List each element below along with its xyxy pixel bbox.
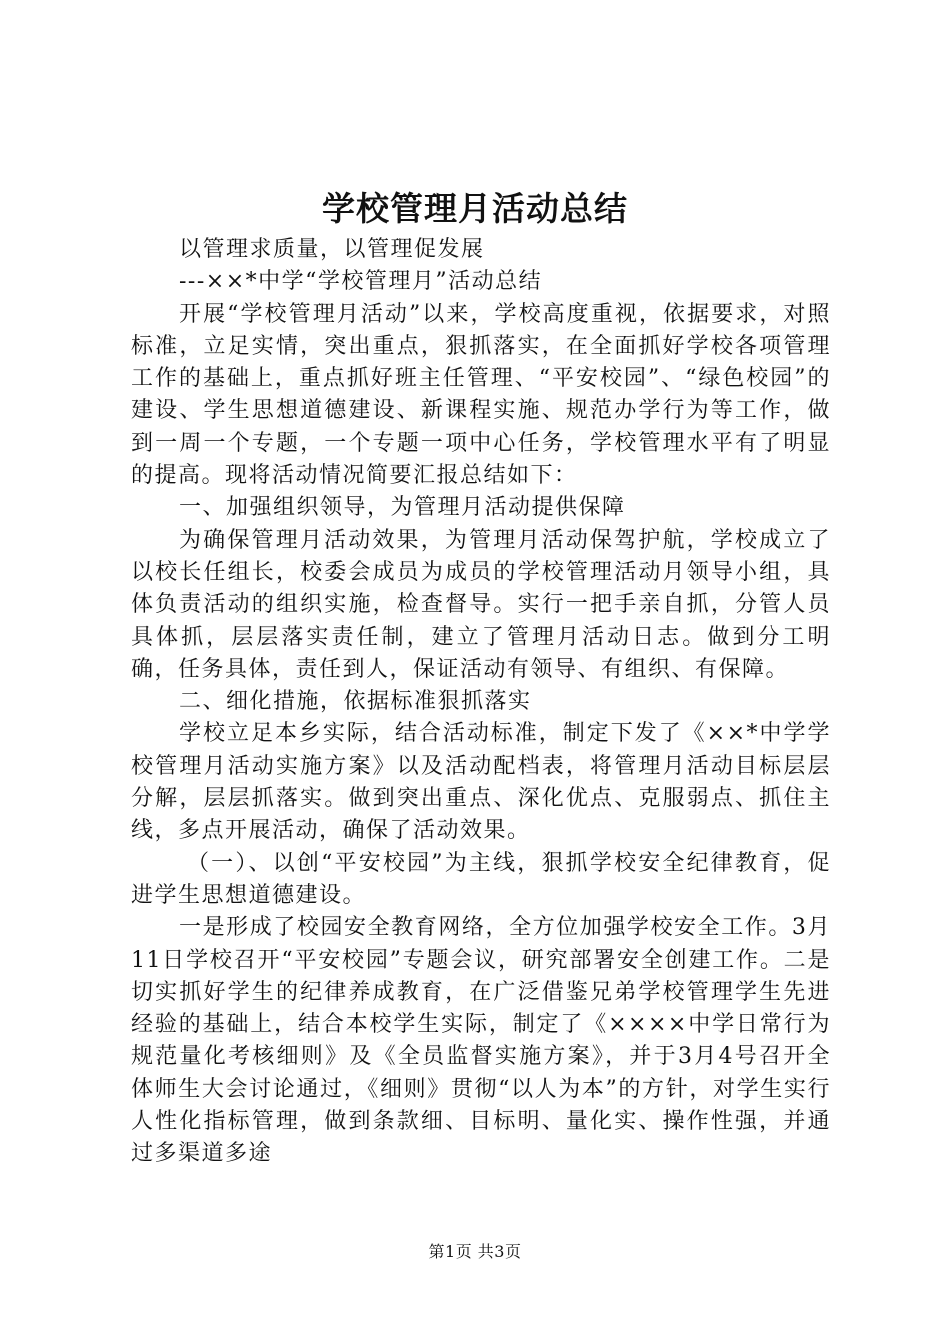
document-body [131,234,831,1171]
paragraph-subtitle-1: 以管理求质量，以管理促发展 [179,237,485,262]
paragraph-intro: 开展“学校管理月活动”以来，学校高度重视，依据要求，对照标准，立足实情，突出重点，狠抓落实，在全面抓好学校各项管理工作的基础上，重点抓好班主任管理、“平安校园”、“绿色校园”的建设、学生思想道德建设、新课程实施、规范办学行为等工作，做到一周一个专题，一个专题一项中心任务，学校管理水平有了明显的提高。现将活动情况简要汇报总结如下： [131,301,831,489]
document-title: 学校管理月活动总结 [322,189,628,228]
subsection-heading-1: （一）、以创“平安校园”为主线，狠抓学校安全纪律教育，促进学生思想道德建设。 [131,850,831,908]
page-number-footer: 第1页 共3页 [428,1242,522,1261]
section-heading-2: 二、细化措施，依据标准狠抓落实 [179,689,532,715]
section-heading-1: 一、加强组织领导，为管理月活动提供保障 [179,495,626,521]
paragraph-subtitle-2: ---××*中学“学校管理月”活动总结 [179,269,543,295]
paragraph-section-2: 学校立足本乡实际，结合活动标准，制定下发了《××*中学学校管理月活动实施方案》以及活动配档表，将管理月活动目标层层分解，层层抓落实。做到突出重点、深化优点、克服弱点、抓住主线，多点开展活动，确保了活动效果。 [131,721,831,844]
paragraph-subsection-1: 一是形成了校园安全教育网络，全方位加强学校安全工作。3月11日学校召开“平安校园”专题会议，研究部署安全创建工作。二是切实抓好学生的纪律养成教育，在广泛借鉴兄弟学校管理学生先进经验的基础上，结合本校学生实际，制定了《××××中学日常行为规范量化考核细则》及《全员监督实施方案》，并于3月4号召开全体师生大会讨论通过，《细则》贯彻“以人为本”的方针，对学生实行人性化指标管理，做到条款细、目标明、量化实、操作性强，并通过多渠道多途 [131,915,831,1167]
paragraph-section-1: 为确保管理月活动效果，为管理月活动保驾护航，学校成立了以校长任组长，校委会成员为成员的学校管理活动月领导小组，具体负责活动的组织实施，检查督导。实行一把手亲自抓，分管人员具体抓，层层落实责任制，建立了管理月活动日志。做到分工明确，任务具体，责任到人，保证活动有领导、有组织、有保障。 [131,527,831,682]
